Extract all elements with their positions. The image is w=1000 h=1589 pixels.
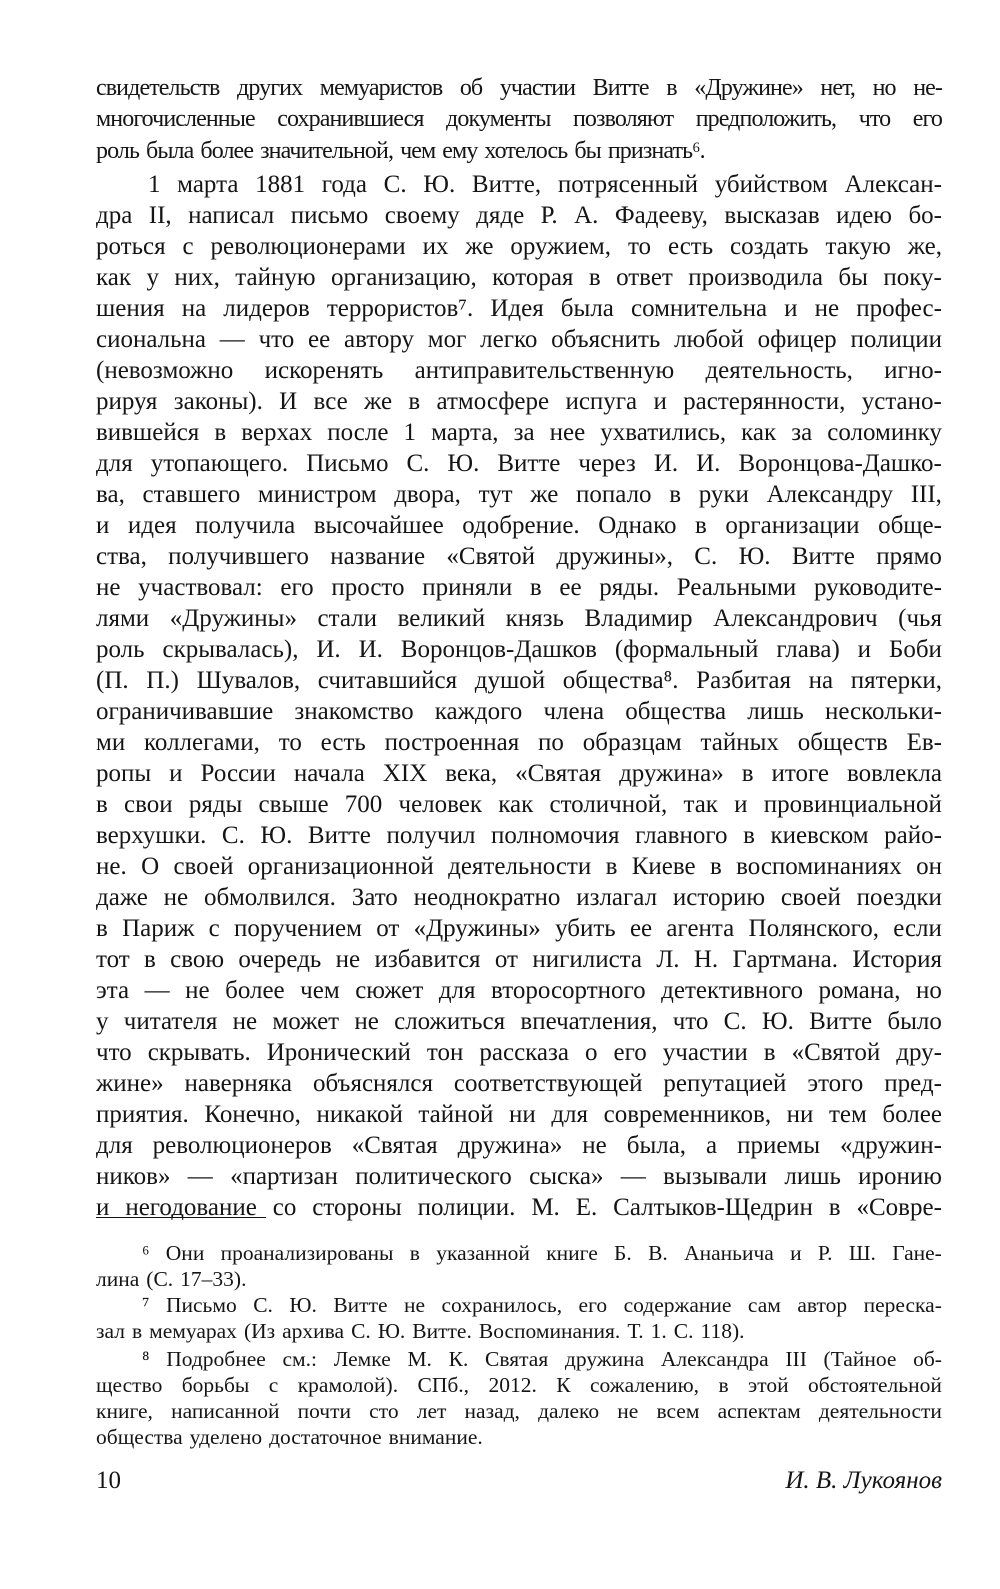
text-line: вившейся в верхах после 1 марта, за нее ухватились, как за соломинку xyxy=(96,419,942,446)
footnote-line: ⁸ Подробнее см.: Лемке М. К. Святая дружина Александра III (Тайное об- xyxy=(142,1347,942,1371)
text-line: роль скрывалась), И. И. Воронцов-Дашков (формальный глава) и Боби xyxy=(96,636,942,663)
footnote-line: книге, написанной почти сто лет назад, далеко не всем аспектам деятельности xyxy=(96,1399,942,1423)
footnote-line: общества уделено достаточное внимание. xyxy=(96,1425,483,1449)
text-line: для революционеров «Святая дружина» не была, а приемы «дружин- xyxy=(96,1132,942,1159)
page-number: 10 xyxy=(96,1467,121,1494)
text-line: шения на лидеров террористов⁷. Идея была сомнительна и не профес- xyxy=(96,295,942,322)
text-line: в Париж с поручением от «Дружины» убить ее агента Полянского, если xyxy=(96,915,942,942)
text-line: многочисленные сохранившиеся документы позволяют предположить, что его xyxy=(96,106,942,132)
text-line: жине» наверняка объяснялся соответствующей репутацией этого пред- xyxy=(96,1070,942,1097)
text-line: рируя законы). И все же в атмосфере испуга и растерянности, устано- xyxy=(96,388,942,415)
text-line: и негодование со стороны полиции. М. Е. Салтыков-Щедрин в «Совре- xyxy=(96,1194,942,1221)
book-page xyxy=(96,0,942,1589)
text-line: ограничивавшие знакомство каждого члена общества лишь нескольки- xyxy=(96,698,942,725)
footnote-line: щество борьбы с крамолой). СПб., 2012. К сожалению, в этой обстоятельной xyxy=(96,1373,942,1397)
text-line: лями «Дружины» стали великий князь Владимир Александрович (чья xyxy=(96,605,942,632)
footnote-line: лина (С. 17–33). xyxy=(96,1267,247,1291)
text-line: приятия. Конечно, никакой тайной ни для современников, ни тем более xyxy=(96,1101,942,1128)
text-line: у читателя не может не сложиться впечатления, что С. Ю. Витте было xyxy=(96,1008,942,1035)
footnote-line: ⁶ Они проанализированы в указанной книге Б. В. Ананьича и Р. Ш. Гане- xyxy=(142,1241,942,1265)
text-line: дра II, написал письмо своему дяде Р. А. Фадееву, высказав идею бо- xyxy=(96,202,942,229)
text-line: для утопающего. Письмо С. Ю. Витте через И. И. Воронцова-Дашко- xyxy=(96,450,942,477)
footnote-separator xyxy=(96,1217,266,1218)
text-line: роль была более значительной, чем ему хотелось бы признать⁶. xyxy=(96,138,705,164)
text-line: ников» — «партизан политического сыска» — вызывали лишь иронию xyxy=(96,1163,942,1190)
text-line: не. О своей организационной деятельности в Киеве в воспоминаниях он xyxy=(96,853,942,880)
text-line: ства, получившего название «Святой дружины», С. Ю. Витте прямо xyxy=(96,543,942,570)
text-line: ропы и России начала XIX века, «Святая дружина» в итоге вовлекла xyxy=(96,760,942,787)
text-line: тот в свою очередь не избавится от нигилиста Л. Н. Гартмана. История xyxy=(96,946,942,973)
text-line: как у них, тайную организацию, которая в ответ производила бы поку- xyxy=(96,264,942,291)
running-footer-author: И. В. Лукоянов xyxy=(785,1467,942,1494)
footnote-line: зал в мемуарах (Из архива С. Ю. Витте. Воспоминания. Т. 1. С. 118). xyxy=(96,1319,745,1343)
text-line: (невозможно искоренять антиправительственную деятельность, игно- xyxy=(96,357,942,384)
text-line: свидетельств других мемуаристов об участии Витте в «Дружине» нет, но не- xyxy=(96,75,942,101)
text-line: и идея получила высочайшее одобрение. Однако в организации обще- xyxy=(96,512,942,539)
text-line: ва, ставшего министром двора, тут же попало в руки Александру III, xyxy=(96,481,942,508)
text-line: сиональна — что ее автору мог легко объяснить любой офицер полиции xyxy=(96,326,942,353)
text-line: верхушки. С. Ю. Витте получил полномочия главного в киевском райо- xyxy=(96,822,942,849)
text-line: эта — не более чем сюжет для второсортного детективного романа, но xyxy=(96,977,942,1004)
text-line: 1 марта 1881 года С. Ю. Витте, потрясенный убийством Алексан- xyxy=(148,171,942,198)
footnote-line: ⁷ Письмо С. Ю. Витте не сохранилось, его содержание сам автор переска- xyxy=(142,1293,942,1317)
text-line: ми коллегами, то есть построенная по образцам тайных обществ Ев- xyxy=(96,729,942,756)
text-line: роться с революционерами их же оружием, то есть создать такую же, xyxy=(96,233,942,260)
text-line: в свои ряды свыше 700 человек как столичной, так и провинциальной xyxy=(96,791,942,818)
text-line: что скрывать. Иронический тон рассказа о его участии в «Святой дру- xyxy=(96,1039,942,1066)
text-line: (П. П.) Шувалов, считавшийся душой общества⁸. Разбитая на пятерки, xyxy=(96,667,942,694)
text-line: даже не обмолвился. Зато неоднократно излагал историю своей поездки xyxy=(96,884,942,911)
text-line: не участвовал: его просто приняли в ее ряды. Реальными руководите- xyxy=(96,574,942,601)
